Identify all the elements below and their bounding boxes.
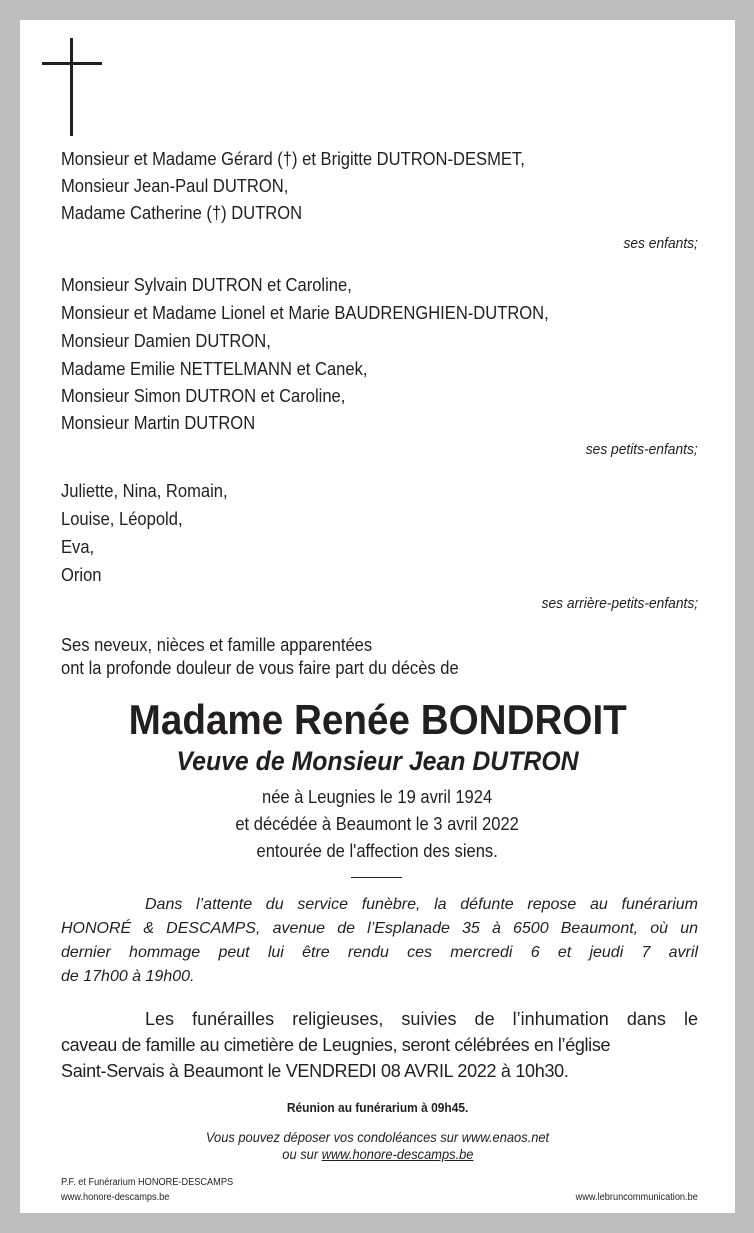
funeral-line: Saint-Servais à Beaumont le VENDREDI 08 AVRIL 2022 à 10h30. bbox=[61, 1061, 569, 1081]
death-info: et décédée à Beaumont le 3 avril 2022 bbox=[235, 814, 520, 834]
grandchildren-line: Monsieur Damien DUTRON, bbox=[61, 331, 271, 351]
grandchildren-line: Monsieur Sylvain DUTRON et Caroline, bbox=[61, 275, 352, 295]
grandchildren-line: Monsieur Simon DUTRON et Caroline, bbox=[61, 386, 346, 406]
footer-printer-url: www.lebruncommunication.be bbox=[575, 1192, 698, 1203]
great-grandchildren-line: Eva, bbox=[61, 537, 95, 557]
visitation-line: de 17h00 à 19h00. bbox=[61, 968, 195, 985]
deceased-spouse-line: Veuve de Monsieur Jean DUTRON bbox=[176, 746, 579, 776]
grandchildren-line: Madame Emilie NETTELMANN et Canek, bbox=[61, 359, 368, 379]
condolences-line-1: Vous pouvez déposer vos condoléances sur www.enaos.net bbox=[205, 1129, 550, 1145]
children-line: Monsieur et Madame Gérard (†) et Brigitte DUTRON-DESMET, bbox=[61, 149, 525, 169]
visitation-line: dernier hommage peut lui être rendu ces mercredi 6 et jeudi 7 avril bbox=[61, 944, 698, 961]
honore-descamps-link[interactable]: www.honore-descamps.be bbox=[321, 1146, 474, 1162]
grandchildren-relation-label: ses petits-enfants; bbox=[586, 441, 698, 458]
announcement-line: ont la profonde douleur de vous faire part du décès de bbox=[61, 658, 459, 678]
visitation-paragraph bbox=[61, 893, 698, 989]
separator-line bbox=[351, 877, 402, 878]
announcement-line: Ses neveux, nièces et famille apparentées bbox=[61, 635, 373, 655]
grandchildren-line: Monsieur et Madame Lionel et Marie BAUDRENGHIEN-DUTRON, bbox=[61, 303, 549, 323]
children-relation-label: ses enfants; bbox=[623, 235, 698, 252]
condolences-line-2 bbox=[20, 1146, 735, 1163]
funeral-line: caveau de famille au cimetière de Leugnies, seront célébrées en l’église bbox=[61, 1035, 611, 1055]
birth-info: née à Leugnies le 19 avril 1924 bbox=[262, 787, 493, 807]
children-line: Monsieur Jean-Paul DUTRON, bbox=[61, 176, 289, 196]
visitation-line: Dans l’attente du service funèbre, la défunte repose au funérarium bbox=[145, 896, 698, 913]
great-grandchildren-line: Louise, Léopold, bbox=[61, 509, 183, 529]
children-line: Madame Catherine (†) DUTRON bbox=[61, 203, 303, 223]
great-grandchildren-relation-label: ses arrière-petits-enfants; bbox=[541, 595, 698, 612]
surrounded-info: entourée de l'affection des siens. bbox=[256, 841, 499, 861]
cross-icon-vertical-bar bbox=[70, 38, 73, 136]
condolences-prefix: ou sur bbox=[281, 1146, 318, 1162]
funeral-line: Les funérailles religieuses, suivies de l’inhumation dans le bbox=[145, 1009, 698, 1029]
cross-icon-horizontal-bar bbox=[42, 62, 102, 65]
great-grandchildren-line: Orion bbox=[61, 565, 102, 585]
great-grandchildren-line: Juliette, Nina, Romain, bbox=[61, 481, 228, 501]
meeting-info: Réunion au funérarium à 09h45. bbox=[286, 1100, 469, 1115]
obituary-card bbox=[20, 20, 735, 1213]
funeral-paragraph bbox=[61, 1006, 698, 1084]
footer-company-url: www.honore-descamps.be bbox=[61, 1192, 170, 1203]
deceased-name: Madame Renée BONDROIT bbox=[128, 696, 627, 743]
grandchildren-line: Monsieur Martin DUTRON bbox=[61, 413, 256, 433]
visitation-line: HONORÉ & DESCAMPS, avenue de l’Esplanade 35 à 6500 Beaumont, où un bbox=[61, 920, 698, 937]
footer-company: P.F. et Funérarium HONORE-DESCAMPS bbox=[61, 1177, 234, 1188]
